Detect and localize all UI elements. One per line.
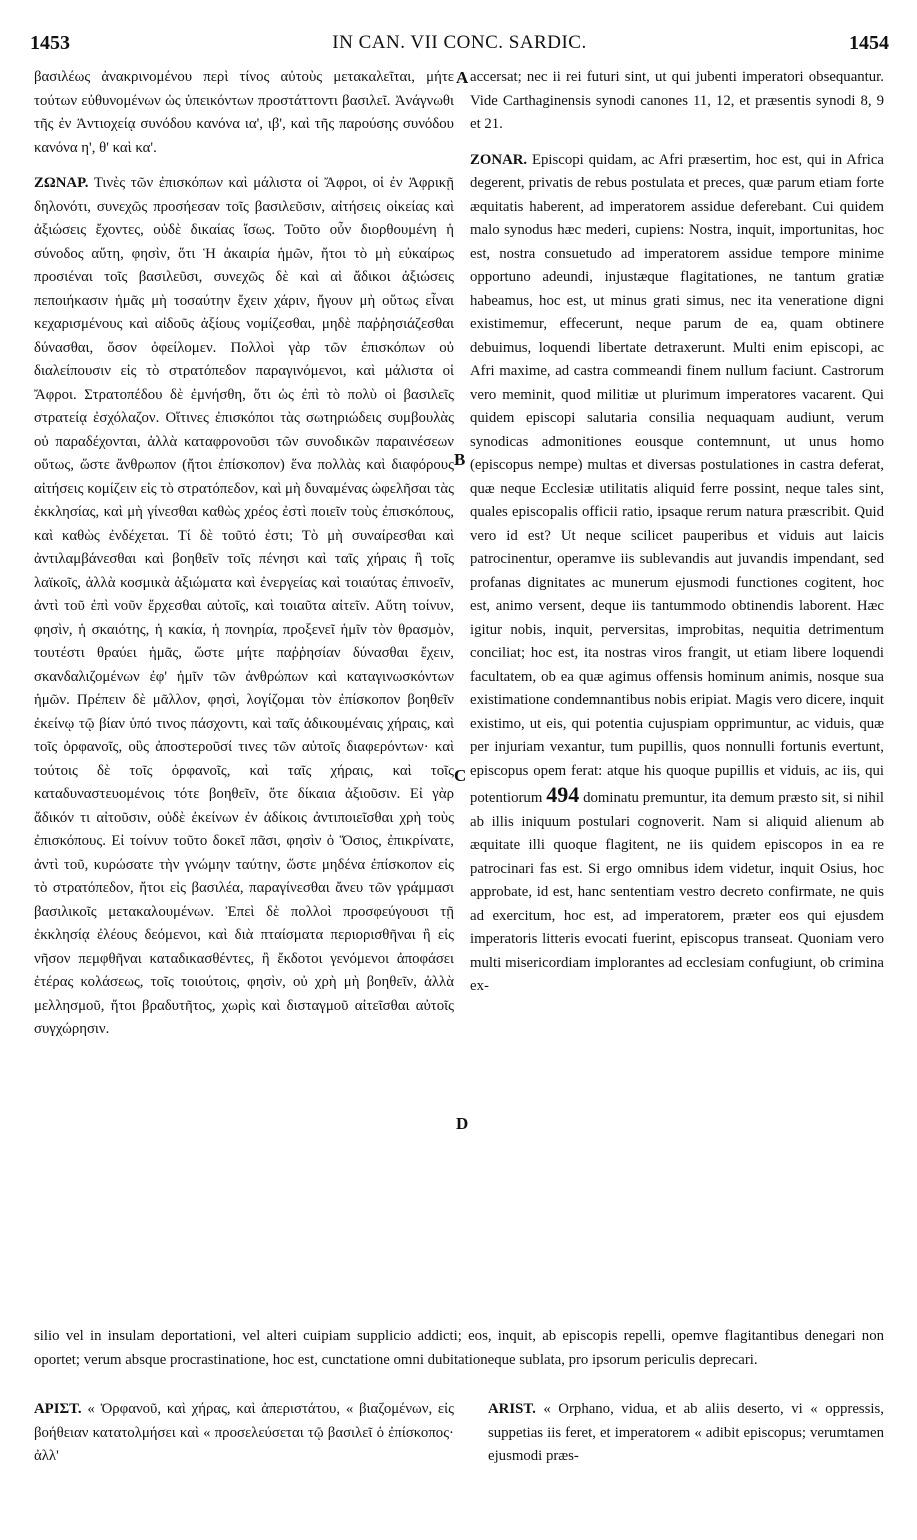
full-width-text: silio vel in insulam deportationi, vel alteri cuipiam supplicio addicti; eos, inquit, ab episcopis repelli, opemve flagitantibus denegari non oportet; verum absque procrastinatione, hoc est, cunctatione omni dubitationeque sublata, pro ipsorum periculis deprecari. [34, 1328, 884, 1368]
folio-number: 494 [546, 782, 580, 807]
margin-marker-b: B [454, 450, 466, 469]
running-title: IN CAN. VII CONC. SARDIC. [332, 32, 587, 53]
latin-intro: accersat; nec ii rei futuri sint, ut qui jubenti imperatori obsequantur. Vide Carthaginensis synodi canones 11, 12, et præsentis synodi 8, 9 et 21. [470, 69, 884, 132]
latin-column [470, 66, 884, 999]
greek-zonar-label: ΖΩΝΑΡ. [34, 175, 89, 191]
greek-zonar-paragraph [34, 172, 454, 1042]
full-width-paragraph [34, 1325, 884, 1372]
greek-arist-paragraph [34, 1398, 454, 1469]
page-number-left: 1453 [30, 32, 70, 54]
latin-arist-paragraph [488, 1398, 884, 1469]
latin-zonar-paragraph [470, 149, 884, 999]
greek-arist-label: ΑΡΙΣΤ. [34, 1401, 82, 1417]
page-header [30, 32, 889, 56]
latin-arist-label: ARIST. [488, 1401, 536, 1417]
greek-column [34, 66, 454, 1042]
margin-marker-d: D [456, 1114, 469, 1133]
greek-zonar-text: Τινὲς τῶν ἐπισκόπων καὶ μάλιστα οἱ Ἄφροι, οἱ ἐν Ἀφρικῇ δηλονότι, συνεχῶς προσήεσαν τοῖς βασιλεῦσιν, αἰτήσεις οἰκείας καὶ ἀξιώσεις ἔχοντες, οὐδὲ δικαίας ἴσως. Τοῦτο οὖν διορθουμένη ἡ σύνοδος αὕτη, φησὶν, ὅτι Ἡ ἀκαιρία ἡμῶν, ἤτοι τὸ μὴ εὐκαίρως προσιέναι τοῖς βασιλεῦσι, συνεχῶς δὲ καὶ αἱ ἄδικοι ἀξιώσεις πεποιήκασιν ἡμᾶς μὴ τοσαύτην ἔχειν χάριν, ἤγουν μὴ οὕτως εἶναι κεχαρισμένους καὶ αἰδοῦς ἀξίους νομίζεσθαι, μηδὲ παῤῥησιάζεσθαι δύνασθαι, ὅσον ὀφείλομεν. Πολλοὶ γὰρ τῶν ἐπισκόπων οὐ διαλείπουσιν εἰς τὸ στρατόπεδον παραγινόμενοι, καὶ μάλιστα οἱ Ἄφροι. Στρατοπέδου δὲ ἐμνήσθη, ὅτι ὡς ἐπὶ τὸ πολὺ οἱ βασιλεῖς στρατείᾳ ἐσχόλαζον. Οἵτινες ἐπισκόποι τὰς σωτηριώδεις συμβουλὰς οὐ παραδέχονται, ἀλλὰ καταφρονοῦσι τῶν συνοδικῶν παραινέσεων οὕτως, ὥστε ἄνθρωπον (ἤτοι ἐπίσκοπον) ἕνα πολλὰς καὶ διαφόρους αἰτήσεις κομίζειν εἰς τὸ στρατόπεδον, καὶ μὴ δυναμένας ὠφελῆσαι τὰς ἐκκλησίας, καὶ μὴ γίνεσθαι καθὼς χρέος ἐστὶ ποιεῖν τοὺς ἐπισκόπους, καὶ καθὼς ἐνδέχεται. Τί δὲ τοῦτό ἐστι; Τὸ μὴ συναίρεσθαι καὶ ἀντιλαμβάνεσθαι καὶ βοηθεῖν τοῖς πένησι καὶ ταῖς χήραις ἢ τοῖς λαϊκοῖς, ἀλλὰ κοσμικὰ ἀξιώματα καὶ ἐνεργείας καὶ τοιαύτας ἐπινοεῖν, ἀντὶ τοῦ ἐπὶ νοῦν ἔρχεσθαι αὐτοῖς, καὶ τοιαῦτα αἰτεῖν. Αὕτη τοίνυν, φησὶν, ἡ σκαιότης, ἡ κακία, ἡ πονηρία, προξενεῖ ἡμῖν τὸν θρασμὸν, τουτέστι θραύει ἡμᾶς, ὥστε μήτε παῤῥησίαν δύνασθαι ἔχειν, σκανδαλιζομένων ἐφ' ἡμῖν τῶν ἀνθρώπων καὶ καταγινωσκόντων ἡμῶν. Πρέπειν δὲ μᾶλλον, φησὶ, λογίζομαι τὸν ἐπίσκοπον βοηθεῖν ἐκείνῳ τῷ βίαν ὑπό τινος πάσχοντι, καὶ ταῖς ἀδικουμέναις χήραις, καὶ τοῖς ὀρφανοῖς, οὓς ἀποστεροῦσί τινες τῶν αὐτοῖς διαφερόντων· καὶ τούτοις δὲ τοῖς ὀρφανοῖς, καὶ ταῖς χήραις, καὶ τοῖς καταδυναστευομένοις τότε βοηθεῖν, ὅτε δίκαια ἀξιοῦσιν. Εἰ γὰρ ἄδικόν τι αἰτοῦσιν, οὐδὲ ἐκείνων ἐν ἀδίκοις ἀντιποιεῖσθαι χρὴ τοὺς ἐπισκόπους. Εἰ τοίνυν τοῦτο δοκεῖ πᾶσι, φησὶν ὁ Ὅσιος, ἐπικρίνατε, ἀντὶ τοῦ, κυρώσατε τὴν γνώμην ταύτην, ὥστε μηδένα ἐπίσκοπον εἰς τὸ στρατόπεδον, ἤτοι εἰς βασιλέα, παραγίνεσθαι ἄνευ τῶν γράμμασι βασιλικοῖς μετακαλουμένων. Ἐπεὶ δὲ πολλοὶ προσφεύγουσι τῇ ἐκκλησίᾳ ἐλέους δεόμενοι, καὶ διὰ πταίσματα περιορισθῆναι ἢ εἰς νῆσον πεμφθῆναι καταδικασθέντες, ἢ ἔκδοτοι γενόμενοι ἀποφάσει ἑτέρας κολάσεως, τοῖς τοιούτοις, φησὶν, οὐ χρὴ μὴ βοηθεῖν, ἀλλὰ μελλησμοῦ, ἤτοι βραδυτῆτος, χωρὶς καὶ δισταγμοῦ αἰτεῖσθαι αὐτοῖς συγχώρησιν. [34, 175, 454, 1037]
latin-zonar-text-1: Episcopi quidam, ac Afri præsertim, hoc est, qui in Africa degerent, privatis de rebus postulata et preces, quæ parum etiam forte æquitatis haberent, ad imperatorem assidue deferebant. Cui quidem malo synodus hæc mederi, cupiens: Nostra, inquit, importunitas, hoc est, nostra consuetudo ad imperatorem assidue tempore minime opportuno adeundi, injustæque flagitationes, ne tantum gratiæ habeamus, hoc est, ut minus grati simus, nec ita veneratione digni existimemur, effecerunt, neque parum de ea, quam obtinere debuimus, loquendi libertate detraxerunt. Multi enim episcopi, ac Afri maxime, ad castra commeandi finem nullum faciunt. Castrorum vero meminit, quod militiæ ut plurimum imperatores vacarent. Qui quidem episcopi salutaria consilia nequaquam audiunt, verum synodicas admonitiones eousque contemnunt, ut unus homo (episcopus nempe) multas et diversas postulationes in castra deferat, quæ neque Ecclesiæ utilitatis aliquid ferre possint, neque tales sint, quales episcopalis officii ratio, ipsaque rerum natura præscribit. Quid vero id est? Ut neque scilicet pauperibus et viduis aut laicis patrocinentur, operamve iis sublevandis aut juvandis impendant, sed profanas dignitates ac munerum ejusmodi functiones cogitent, hoc est, animo versent, deque iis tantummodo obtinendis laborent. Hæc igitur nobis, inquit, perversitas, improbitas, nequitia detrimentum conciliat; hoc est, ita nostras viros frangit, ut etiam libere loquendi facultatem, ob ea quæ agimus offensis hominum animis, nosque sua existimatione condemnantibus nobis eripiat. Magis vero dicere, inquit existimo, ut eis, qui potentia cujuspiam opprimuntur, ac viduis, quæ per injuriam vexantur, tum pupillis, quos nonnulli fortunis evertunt, episcopus opem ferat: atque his quoque pupillis et viduis, ac iis, qui potentiorum [470, 151, 884, 806]
page-number-right: 1454 [849, 32, 889, 54]
latin-zonar-text-2: dominatu premuntur, ita demum præsto sit, si nihil ab illis iniquum postulari cognoverit. Nam si aliquid alienum ab æquitate illi quoque flagitent, ne iis quidem episcopos in ea re patrocinari fas est. Si ergo omnibus idem videtur, inquit Osius, hoc approbate, id est, hanc sententiam vestro decreto confirmate, ne quis ad exercitum, hoc est, ad imperatorem, præter eos qui ejusdem imperatoris litteris evocati fuerint, episcopus transeat. Quoniam vero multi misericordiam implorantes ad ecclesiam confugiunt, ob crimina ex- [470, 790, 884, 994]
latin-arist-text: « Orphano, vidua, et ab aliis deserto, vi « oppressis, suppetias iis feret, et imperatorem « adibit episcopus; verumtamen ejusmodi præs- [488, 1401, 884, 1464]
greek-arist-text: « Ὀρφανοῦ, καὶ χήρας, καὶ ἀπεριστάτου, « βιαζομένων, εἰς βοήθειαν κατατολμήσει καὶ « προσελεύσεται τῷ βασιλεῖ ὁ ἐπίσκοπος· ἀλλ' [34, 1401, 454, 1464]
margin-marker-a: A [456, 68, 469, 87]
latin-arist-block [488, 1398, 884, 1469]
greek-arist-block [34, 1398, 454, 1469]
margin-marker-c: C [454, 766, 467, 785]
latin-zonar-label: ZONAR. [470, 151, 528, 168]
greek-intro: βασιλέως ἀνακρινομένου περὶ τίνος αὐτοὺς μετακαλεῖται, μήτε τούτων εὐθυνομένων ὡς ὑπεικόντων προστάττοντι βασιλεῖ. Ἀνάγνωθι τῆς ἐν Ἀντιοχείᾳ συνόδου κανόνα ια', ιβ', καὶ τῆς παρούσης συνόδου κανόνα η', θ' καὶ κα'. [34, 69, 454, 156]
